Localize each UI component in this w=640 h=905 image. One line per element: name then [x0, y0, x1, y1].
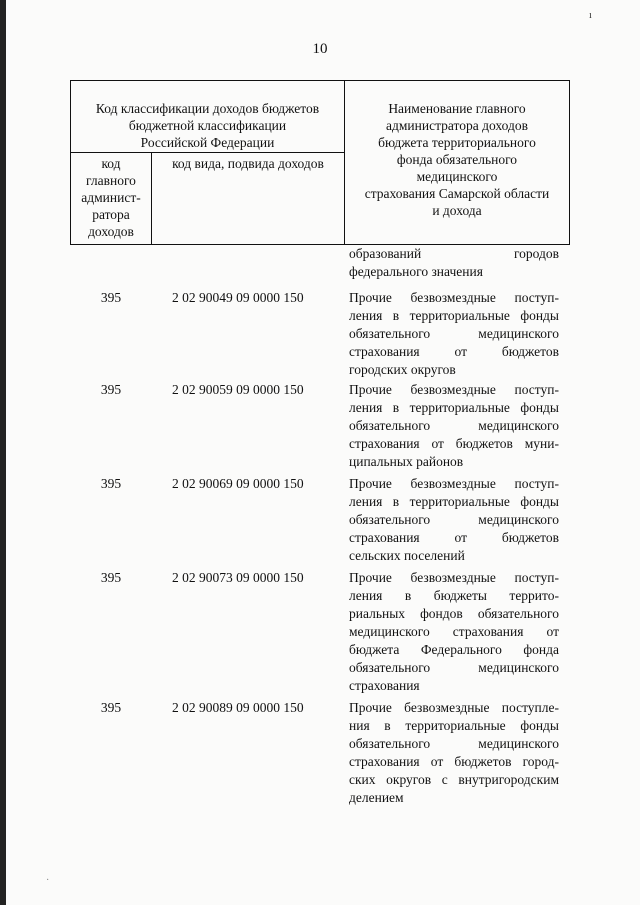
- kbk-code: 2 02 90089 09 0000 150: [172, 700, 304, 715]
- header-col-kbk: код вида, подвида доходов: [172, 156, 324, 171]
- header-group-title: Код классификации доходов бюджетов бюджетной классификации Российской Федерации: [95, 101, 320, 150]
- scan-speck: ·: [46, 875, 50, 886]
- scan-left-edge: [0, 0, 6, 905]
- admin-code: 395: [100, 290, 122, 305]
- income-name: Прочие безвозмездные поступ- ления в территориальные фонды обязательного медицинского страхования от бюджетов сельских поселений: [349, 476, 559, 563]
- page-number: 10: [312, 41, 328, 57]
- kbk-code: 2 02 90069 09 0000 150: [172, 476, 304, 491]
- admin-code: 395: [100, 700, 122, 715]
- income-name: Прочие безвозмездные поступ- ления в территориальные фонды обязательного медицинского страхования от бюджетов муни- ципальных районов: [349, 382, 559, 469]
- income-name: Прочие безвозмездные поступле- ния в территориальные фонды обязательного медицинского страхования от бюджетов город- ских округов с внутригородским делением: [349, 700, 559, 805]
- income-name: Прочие безвозмездные поступ- ления в территориальные фонды обязательного медицинского страхования от бюджетов городских округов: [349, 290, 559, 377]
- header-divider-sub: [70, 152, 344, 153]
- kbk-code: 2 02 90059 09 0000 150: [172, 382, 304, 397]
- income-name: Прочие безвозмездные поступ- ления в бюджеты террито- риальных фондов обязательного медицинского страхования от бюджета Федерального фонда обязательного медицинского страхования: [349, 570, 559, 693]
- kbk-code: 2 02 90073 09 0000 150: [172, 570, 304, 585]
- continuation-text: образований городов федерального значения: [349, 246, 559, 279]
- admin-code: 395: [100, 382, 122, 397]
- admin-code: 395: [100, 476, 122, 491]
- admin-code: 395: [100, 570, 122, 585]
- header-col-name: Наименование главного администратора доходов бюджета территориального фонда обязательного медицинского страхования Самарской области и дохода: [364, 101, 550, 218]
- corner-mark: ı: [589, 10, 592, 21]
- header-col-admin-code: код главного админист- ратора доходов: [81, 156, 141, 239]
- kbk-code: 2 02 90049 09 0000 150: [172, 290, 304, 305]
